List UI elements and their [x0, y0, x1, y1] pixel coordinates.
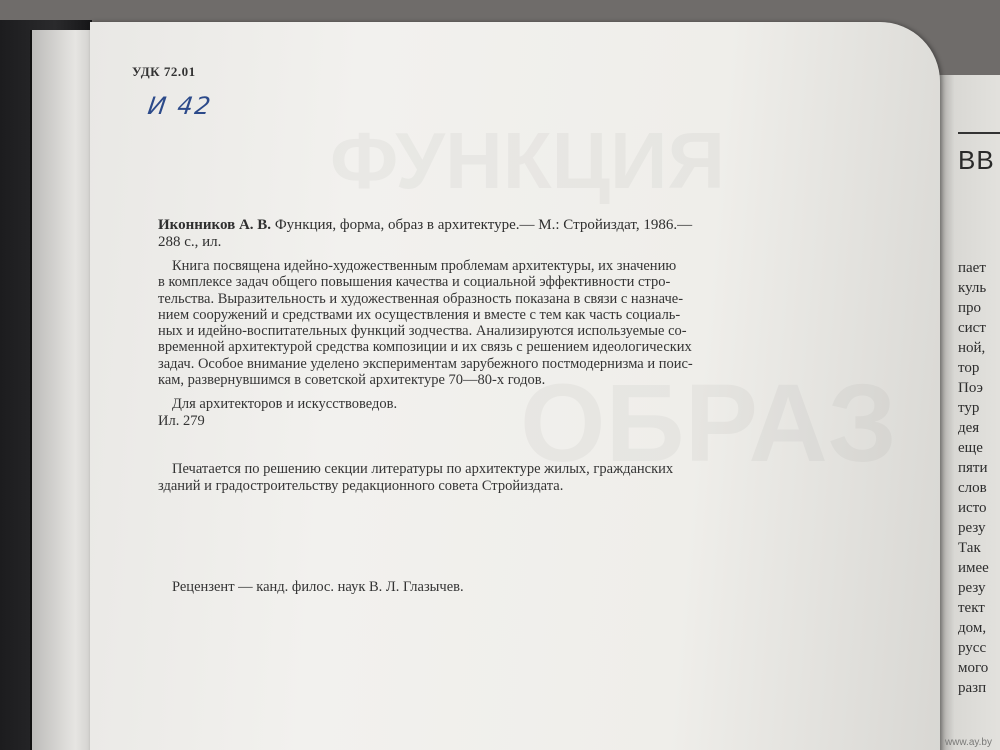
annotation-line: в комплексе задач общего повышения качества и социальной эффективности стро-: [158, 274, 671, 291]
biblio-line-2: 288 с., ил.: [158, 234, 222, 250]
annotation-line: кам, развернувшимся в советской архитектуре 70—80-х годов.: [158, 372, 546, 389]
right-page-rule: [958, 132, 1000, 134]
right-page-line: резу: [958, 580, 986, 596]
author-name: Иконников А. В.: [158, 217, 272, 233]
right-page-line: тект: [958, 600, 985, 616]
watermark: www.ay.by: [944, 737, 992, 748]
right-page-line: тор: [958, 360, 980, 376]
right-page-line: Так: [958, 540, 981, 556]
right-page-line: имее: [958, 560, 989, 576]
right-page-line: дом,: [958, 620, 987, 636]
right-page-line: сист: [958, 320, 986, 336]
annotation-line: временной архитектурой средства композиции и их связь с решением идеологических: [158, 339, 692, 356]
handwritten-shelfmark: И 42: [146, 92, 215, 120]
right-page-line: Поэ: [958, 380, 983, 396]
right-page-line: про: [958, 300, 982, 316]
decision-line: зданий и градостроительству редакционного совета Стройиздата.: [158, 478, 564, 494]
right-page-line: тур: [958, 400, 980, 416]
annotation-line: Книга посвящена идейно-художественным проблемам архитектуры, их значению: [172, 258, 677, 274]
right-page-line: резу: [958, 520, 986, 536]
annotation-line: тельства. Выразительность и художественная образность показана в связи с назначе-: [158, 290, 684, 307]
right-page-line: пает: [958, 260, 986, 276]
annotation: [158, 258, 693, 389]
bleed-through-text: [330, 115, 725, 207]
bibliographic-record: [158, 217, 692, 251]
annotation-line: ных и идейно-воспитательных функций зодчества. Анализируются используемые со-: [158, 323, 687, 340]
right-page-line: русс: [958, 640, 987, 656]
illustrations-count: Ил. 279: [158, 413, 205, 429]
right-page-line: слов: [958, 480, 987, 496]
intended-audience: Для архитекторов и искусствоведов.: [172, 396, 398, 412]
annotation-line: нием сооружений и средствами их осуществления и вместе с тем как часть социаль-: [158, 306, 681, 323]
right-page-line: ной,: [958, 340, 986, 356]
biblio-title: Функция, форма, образ в архитектуре.— М.: Стройиздат, 1986.—: [274, 217, 693, 233]
right-page-line: пяти: [958, 460, 988, 476]
right-page-heading: ВВ: [958, 145, 995, 175]
right-page-text: [958, 258, 989, 698]
right-page-line: исто: [958, 500, 987, 516]
decision-line: Печатается по решению секции литературы по архитектуре жилых, гражданских: [172, 461, 674, 477]
right-page-line: еще: [958, 440, 983, 456]
right-page-line: мого: [958, 660, 989, 676]
right-page-line: дея: [958, 420, 980, 436]
reviewer-line: Рецензент — канд. филос. наук В. Л. Глазычев.: [172, 579, 464, 595]
udc-code: УДК 72.01: [132, 64, 196, 79]
page-stack: [30, 30, 94, 750]
biblio-line-1: [158, 217, 692, 234]
right-page-line: разп: [958, 680, 987, 696]
annotation-line: задач. Особое внимание уделено экспериментам зарубежного постмодернизма и поис-: [158, 355, 693, 372]
right-page-line: куль: [958, 280, 987, 296]
publication-decision: [158, 461, 674, 495]
